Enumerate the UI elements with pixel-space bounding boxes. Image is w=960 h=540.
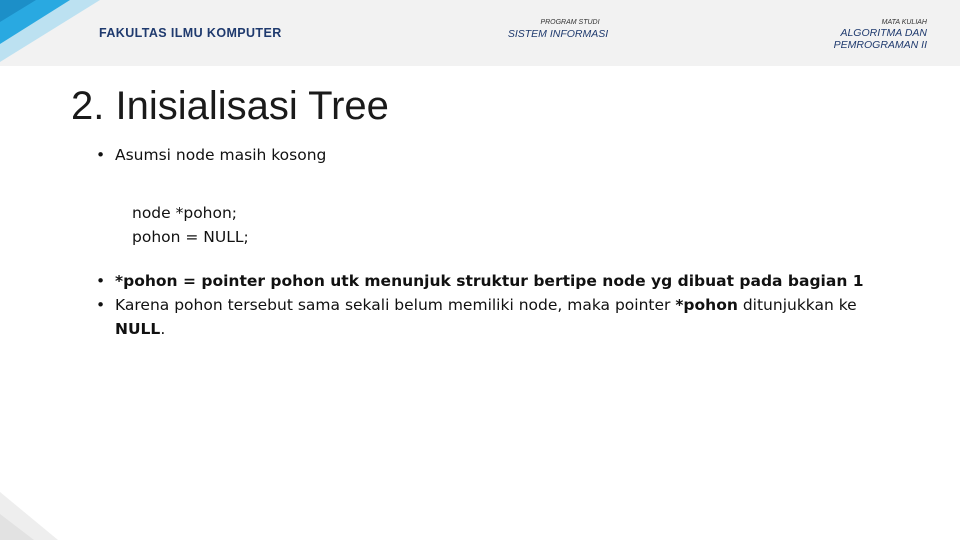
- code-line: node *pohon;: [132, 204, 238, 222]
- course-value-line1: ALGORITMA DAN: [840, 27, 927, 39]
- code-block: [132, 201, 896, 249]
- bullet-item: [96, 143, 896, 167]
- bullet-text-part: ditunjukkan ke: [737, 296, 857, 314]
- course-value: [834, 27, 927, 51]
- course-label: MATA KULIAH: [881, 19, 927, 26]
- corner-decoration-bottom-left: [0, 480, 70, 540]
- bullet-text-part: Karena pohon tersebut sama sekali belum memiliki node, maka pointer: [115, 296, 676, 314]
- bullet-text: [115, 293, 896, 341]
- course-value-line2: PEMROGRAMAN II: [833, 39, 927, 51]
- bullet-item: [96, 293, 896, 341]
- faculty-name: FAKULTAS ILMU KOMPUTER: [99, 26, 282, 40]
- bullet-symbol: •: [96, 296, 106, 314]
- bullet-symbol: •: [96, 272, 106, 290]
- bullet-text-part: .: [160, 320, 166, 338]
- slide-content: [96, 143, 896, 341]
- bullet-text-bold: NULL: [115, 320, 161, 338]
- bullet-symbol: •: [96, 146, 106, 164]
- study-program-value: SISTEM INFORMASI: [507, 28, 609, 40]
- bullet-text-bold: *pohon: [675, 296, 738, 314]
- bullet-item: [96, 269, 896, 293]
- study-program-label: PROGRAM STUDI: [540, 19, 600, 26]
- bullet-text-bold: *pohon = pointer pohon utk menunjuk struktur bertipe node yg dibuat pada bagian 1: [115, 272, 864, 290]
- bullet-text: Asumsi node masih kosong: [115, 146, 327, 164]
- code-line: pohon = NULL;: [132, 228, 249, 246]
- corner-decoration-top-left: [0, 0, 120, 80]
- slide-title: 2. Inisialisasi Tree: [71, 84, 389, 128]
